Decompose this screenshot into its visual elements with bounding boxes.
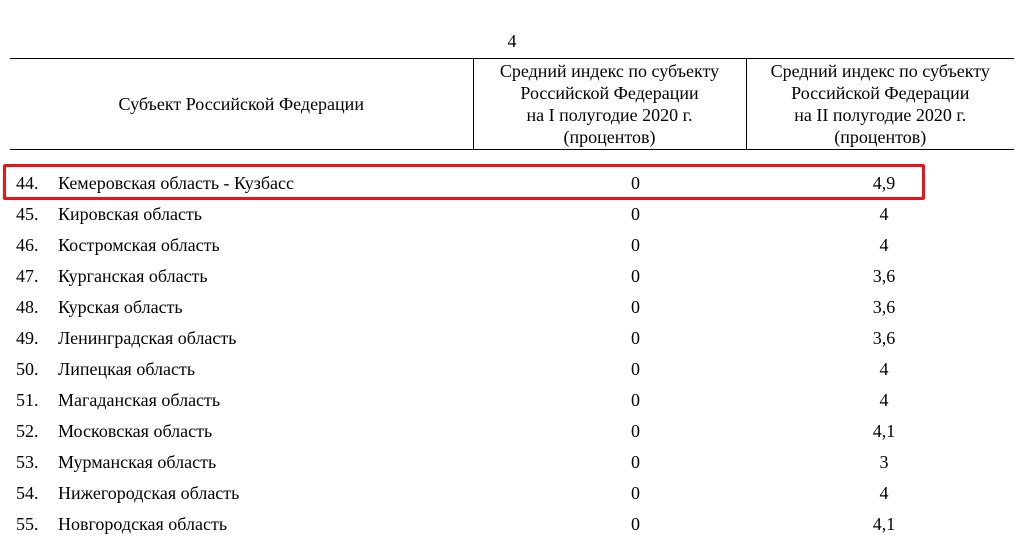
page-number: 4	[507, 31, 517, 51]
region-cell	[10, 447, 473, 478]
value-first-half: 0	[631, 514, 640, 534]
value-first-half: 0	[631, 297, 640, 317]
region-name: Курская область	[58, 297, 183, 317]
value-first-half: 0	[631, 204, 640, 224]
value-second-half: 4,1	[872, 514, 896, 534]
region-cell	[10, 354, 473, 385]
value-second-half: 4,9	[872, 173, 896, 193]
value-first-half: 0	[631, 359, 640, 379]
value-first-half: 0	[631, 483, 640, 503]
header-first-half	[473, 59, 746, 150]
value-first-half: 0	[631, 390, 640, 410]
value-second-half: 4,1	[872, 421, 896, 441]
value-first-half: 0	[631, 421, 640, 441]
row-number: 53.	[16, 452, 39, 472]
region-cell	[10, 385, 473, 416]
value-second-half: 4	[879, 390, 889, 410]
table-row	[10, 261, 1014, 292]
table-row	[10, 230, 1014, 261]
value-second-half: 3,6	[872, 297, 896, 317]
row-number: 47.	[16, 266, 39, 286]
header-first-half-line: (процентов)	[563, 127, 656, 147]
header-first-half-line: Российской Федерации	[520, 83, 699, 103]
table-row	[10, 323, 1014, 354]
row-number: 45.	[16, 204, 39, 224]
row-number: 48.	[16, 297, 39, 317]
region-cell	[10, 478, 473, 509]
value-first-half: 0	[631, 452, 640, 472]
region-cell	[10, 199, 473, 230]
value-second-half: 4	[879, 235, 889, 255]
table-row	[10, 447, 1014, 478]
region-name: Кемеровская область - Кузбасс	[58, 173, 294, 193]
row-number: 52.	[16, 421, 39, 441]
table-row	[10, 478, 1014, 509]
table-row	[10, 509, 1014, 540]
table-row	[10, 385, 1014, 416]
value-first-half: 0	[631, 173, 640, 193]
region-cell	[10, 509, 473, 540]
header-second-half-line: (процентов)	[834, 127, 927, 147]
region-name: Кировская область	[58, 204, 203, 224]
row-number: 44.	[16, 173, 39, 193]
header-second-half-line: на II полугодие 2020 г.	[794, 105, 967, 125]
row-number: 54.	[16, 483, 39, 503]
region-name: Московская область	[58, 421, 213, 441]
region-name: Новгородская область	[58, 514, 228, 534]
value-second-half: 4	[879, 483, 889, 503]
header-second-half	[746, 59, 1014, 150]
header-second-half-line: Российской Федерации	[791, 83, 970, 103]
row-number: 49.	[16, 328, 39, 348]
table-row	[10, 292, 1014, 323]
document-sheet	[10, 58, 1014, 540]
table-row	[10, 199, 1014, 230]
header-subject: Субъект Российской Федерации	[10, 59, 473, 150]
region-cell	[10, 150, 473, 200]
value-second-half: 3,6	[872, 328, 896, 348]
region-name: Курганская область	[58, 266, 208, 286]
region-name: Липецкая область	[58, 359, 196, 379]
value-second-half: 4	[879, 204, 889, 224]
region-cell	[10, 292, 473, 323]
table-row	[10, 150, 1014, 200]
table-header-row	[10, 59, 1014, 150]
header-first-half-line: Средний индекс по субъекту	[499, 61, 720, 81]
row-number: 51.	[16, 390, 39, 410]
region-name: Магаданская область	[58, 390, 221, 410]
value-second-half: 3,6	[872, 266, 896, 286]
table-row	[10, 354, 1014, 385]
indices-table	[10, 58, 1014, 540]
table-row	[10, 416, 1014, 447]
value-first-half: 0	[631, 235, 640, 255]
region-cell	[10, 323, 473, 354]
header-first-half-line: на I полугодие 2020 г.	[526, 105, 693, 125]
value-first-half: 0	[631, 266, 640, 286]
value-second-half: 4	[879, 359, 889, 379]
row-number: 55.	[16, 514, 39, 534]
region-cell	[10, 261, 473, 292]
region-name: Костромская область	[58, 235, 220, 255]
row-number: 50.	[16, 359, 39, 379]
region-name: Ленинградская область	[58, 328, 237, 348]
value-first-half: 0	[631, 328, 640, 348]
value-second-half: 3	[879, 452, 889, 472]
region-name: Мурманская область	[58, 452, 217, 472]
region-name: Нижегородская область	[58, 483, 240, 503]
header-second-half-line: Средний индекс по субъекту	[770, 61, 990, 81]
region-cell	[10, 230, 473, 261]
row-number: 46.	[16, 235, 39, 255]
region-cell	[10, 416, 473, 447]
